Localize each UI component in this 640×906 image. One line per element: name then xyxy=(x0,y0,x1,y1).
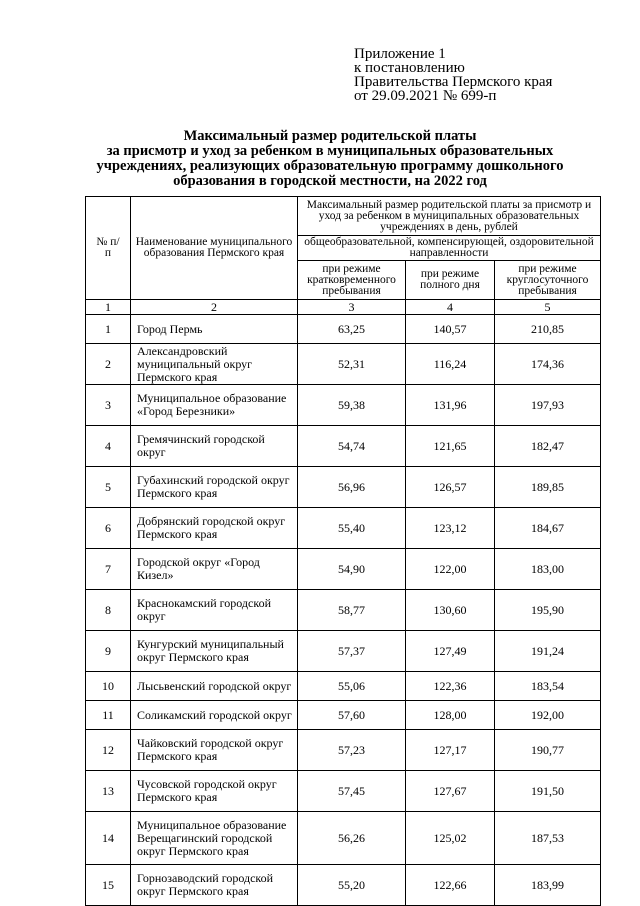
row-name: Добрянский городской округ Пермского края xyxy=(131,508,298,549)
row-number: 7 xyxy=(86,549,131,590)
row-name: Лысьвенский городской округ xyxy=(131,672,298,701)
fee-table xyxy=(85,196,601,906)
row-full-day: 122,36 xyxy=(406,672,495,701)
row-full-day: 130,60 xyxy=(406,590,495,631)
row-round-the-clock: 191,24 xyxy=(495,631,601,672)
header-short: при режиме кратковременного пребывания xyxy=(298,261,406,300)
row-number: 6 xyxy=(86,508,131,549)
row-round-the-clock: 190,77 xyxy=(495,730,601,771)
row-round-the-clock: 192,00 xyxy=(495,701,601,730)
table-row xyxy=(86,549,601,590)
row-full-day: 127,67 xyxy=(406,771,495,812)
row-name: Губахинский городской округ Пермского края xyxy=(131,467,298,508)
row-round-the-clock: 197,93 xyxy=(495,385,601,426)
row-short-stay: 58,77 xyxy=(298,590,406,631)
row-full-day: 122,66 xyxy=(406,865,495,906)
row-full-day: 122,00 xyxy=(406,549,495,590)
row-number: 11 xyxy=(86,701,131,730)
row-short-stay: 57,60 xyxy=(298,701,406,730)
table-row xyxy=(86,385,601,426)
row-round-the-clock: 182,47 xyxy=(495,426,601,467)
row-number: 15 xyxy=(86,865,131,906)
appendix-line: Правительства Пермского края xyxy=(354,74,553,90)
row-short-stay: 56,26 xyxy=(298,812,406,865)
row-short-stay: 52,31 xyxy=(298,344,406,385)
row-number: 3 xyxy=(86,385,131,426)
appendix-line: от 29.09.2021 № 699-п xyxy=(354,88,497,104)
row-short-stay: 59,38 xyxy=(298,385,406,426)
appendix-line: Приложение 1 xyxy=(354,46,446,62)
table-row xyxy=(86,315,601,344)
row-number: 8 xyxy=(86,590,131,631)
title-line: образования в городской местности, на 2022 год xyxy=(173,173,487,189)
row-name: Муниципальное образование «Город Березники» xyxy=(131,385,298,426)
row-name: Краснокамский городской округ xyxy=(131,590,298,631)
table-row xyxy=(86,771,601,812)
row-round-the-clock: 183,99 xyxy=(495,865,601,906)
row-full-day: 140,57 xyxy=(406,315,495,344)
row-full-day: 116,24 xyxy=(406,344,495,385)
appendix-block xyxy=(354,47,552,103)
row-full-day: 128,00 xyxy=(406,701,495,730)
row-name: Кунгурский муниципальный округ Пермского края xyxy=(131,631,298,672)
row-number: 2 xyxy=(86,344,131,385)
appendix-line: к постановлению xyxy=(354,60,465,76)
row-number: 5 xyxy=(86,467,131,508)
row-short-stay: 54,90 xyxy=(298,549,406,590)
header-group: Максимальный размер родительской платы за присмотр и уход за ребенком в муниципальных образовательных учреждениях в день, рублей xyxy=(298,197,601,236)
table-row xyxy=(86,730,601,771)
table-row xyxy=(86,590,601,631)
table-row xyxy=(86,344,601,385)
row-round-the-clock: 187,53 xyxy=(495,812,601,865)
row-name: Гремячинский городской округ xyxy=(131,426,298,467)
row-number: 13 xyxy=(86,771,131,812)
header-round: при режиме круглосуточного пребывания xyxy=(495,261,601,300)
index-cell: 3 xyxy=(298,300,406,315)
row-round-the-clock: 174,36 xyxy=(495,344,601,385)
row-round-the-clock: 210,85 xyxy=(495,315,601,344)
table-row xyxy=(86,865,601,906)
table-row xyxy=(86,701,601,730)
row-short-stay: 55,20 xyxy=(298,865,406,906)
table-row xyxy=(86,508,601,549)
index-cell: 2 xyxy=(131,300,298,315)
header-number: № п/п xyxy=(86,197,131,300)
row-number: 10 xyxy=(86,672,131,701)
row-round-the-clock: 184,67 xyxy=(495,508,601,549)
row-short-stay: 56,96 xyxy=(298,467,406,508)
row-round-the-clock: 189,85 xyxy=(495,467,601,508)
table-body xyxy=(86,300,601,906)
row-short-stay: 54,74 xyxy=(298,426,406,467)
row-number: 1 xyxy=(86,315,131,344)
table-row xyxy=(86,426,601,467)
header-full: при режиме полного дня xyxy=(406,261,495,300)
row-full-day: 127,49 xyxy=(406,631,495,672)
header-name: Наименование муниципального образования Пермского края xyxy=(131,197,298,300)
row-name: Горнозаводский городской округ Пермского края xyxy=(131,865,298,906)
row-short-stay: 57,45 xyxy=(298,771,406,812)
row-full-day: 123,12 xyxy=(406,508,495,549)
title-line: за присмотр и уход за ребенком в муниципальных образовательных xyxy=(106,143,554,159)
row-short-stay: 63,25 xyxy=(298,315,406,344)
row-full-day: 121,65 xyxy=(406,426,495,467)
row-short-stay: 55,06 xyxy=(298,672,406,701)
row-name: Муниципальное образование Верещагинский городской округ Пермского края xyxy=(131,812,298,865)
row-round-the-clock: 183,00 xyxy=(495,549,601,590)
row-name: Соликамский городской округ xyxy=(131,701,298,730)
row-short-stay: 57,37 xyxy=(298,631,406,672)
index-row xyxy=(86,300,601,315)
row-name: Чайковский городской округ Пермского края xyxy=(131,730,298,771)
row-number: 12 xyxy=(86,730,131,771)
row-full-day: 125,02 xyxy=(406,812,495,865)
title-line: учреждениях, реализующих образовательную программу дошкольного xyxy=(96,158,564,174)
row-round-the-clock: 191,50 xyxy=(495,771,601,812)
index-cell: 4 xyxy=(406,300,495,315)
table-row xyxy=(86,631,601,672)
title-line: Максимальный размер родительской платы xyxy=(183,128,477,144)
index-cell: 1 xyxy=(86,300,131,315)
row-full-day: 127,17 xyxy=(406,730,495,771)
row-name: Город Пермь xyxy=(131,315,298,344)
table-row xyxy=(86,812,601,865)
row-number: 9 xyxy=(86,631,131,672)
row-name: Городской округ «Город Кизел» xyxy=(131,549,298,590)
row-full-day: 126,57 xyxy=(406,467,495,508)
table-row xyxy=(86,672,601,701)
row-short-stay: 55,40 xyxy=(298,508,406,549)
row-short-stay: 57,23 xyxy=(298,730,406,771)
index-cell: 5 xyxy=(495,300,601,315)
row-name: Чусовской городской округ Пермского края xyxy=(131,771,298,812)
header-subgroup: общеобразовательной, компенсирующей, оздоровительной направленности xyxy=(298,236,601,261)
row-name: Александровский муниципальный округ Пермского края xyxy=(131,344,298,385)
row-round-the-clock: 195,90 xyxy=(495,590,601,631)
row-full-day: 131,96 xyxy=(406,385,495,426)
row-number: 14 xyxy=(86,812,131,865)
row-round-the-clock: 183,54 xyxy=(495,672,601,701)
row-number: 4 xyxy=(86,426,131,467)
table-row xyxy=(86,467,601,508)
document-title xyxy=(60,129,600,189)
